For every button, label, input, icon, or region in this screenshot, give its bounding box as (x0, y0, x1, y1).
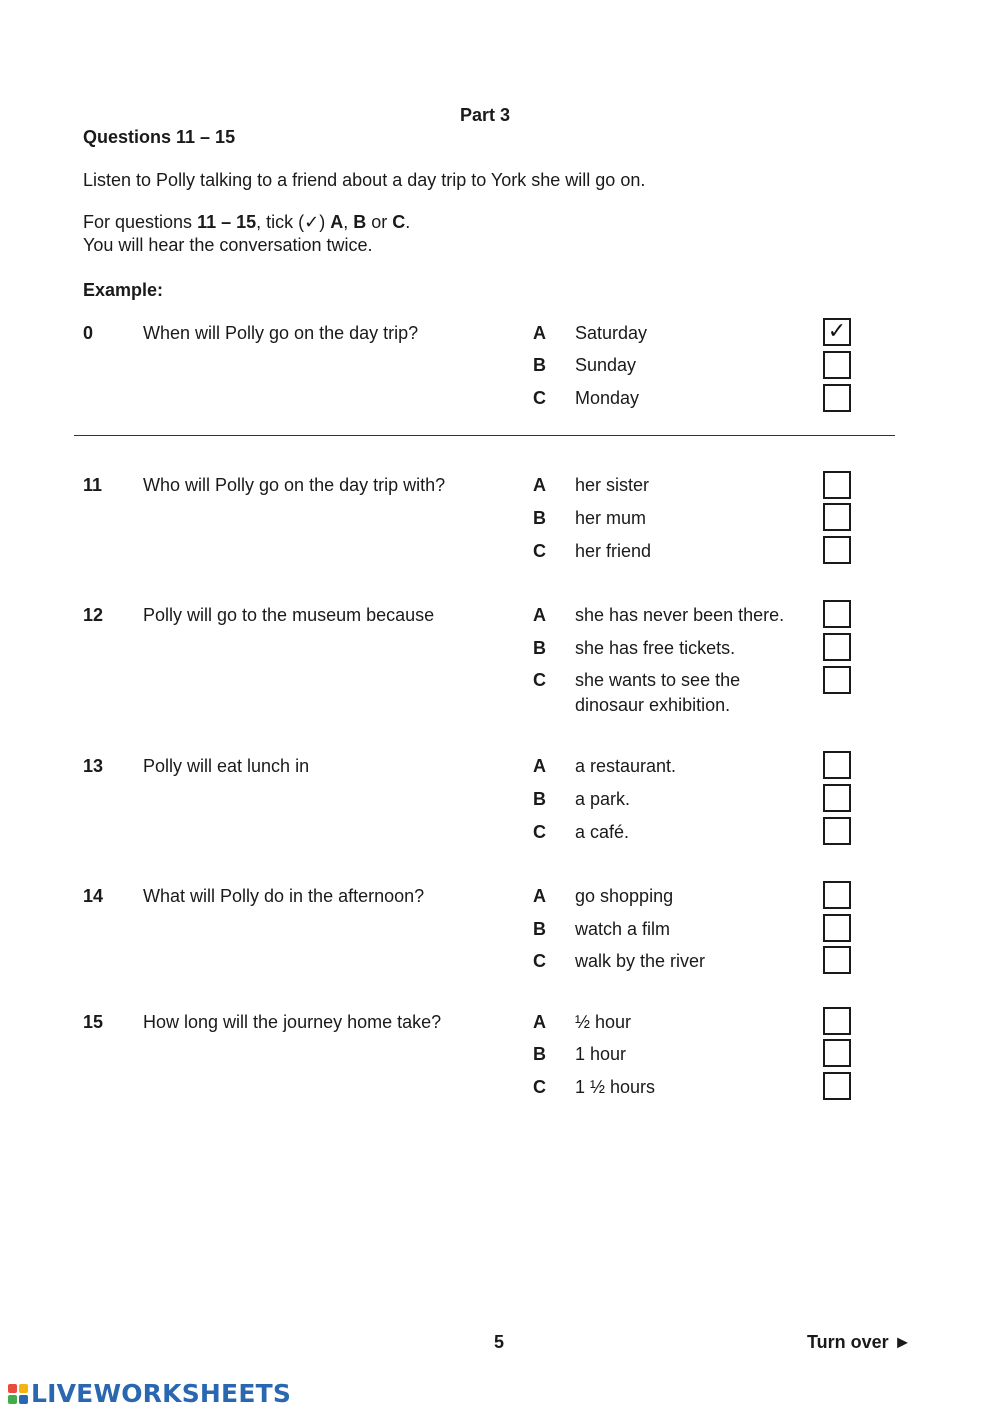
answer-checkbox[interactable] (823, 946, 851, 974)
answer-checkbox[interactable] (823, 1039, 851, 1067)
answer-checkbox[interactable] (823, 318, 851, 346)
option-letter: B (533, 508, 546, 528)
part-title: Part 3 (459, 105, 511, 125)
option-text: ½ hour (575, 1012, 632, 1032)
liveworksheets-logo (8, 1380, 291, 1408)
option-letter: B (533, 355, 546, 375)
answer-checkbox[interactable] (823, 914, 851, 942)
question-number: 0 (83, 323, 94, 343)
divider (74, 435, 895, 436)
answer-checkbox[interactable] (823, 784, 851, 812)
option-letter: A (533, 756, 546, 776)
example-label: Example: (83, 280, 164, 300)
answer-checkbox[interactable] (823, 817, 851, 845)
answer-checkbox[interactable] (823, 471, 851, 499)
answer-checkbox[interactable] (823, 633, 851, 661)
option-text: she has free tickets. (575, 638, 736, 658)
question-text: When will Polly go on the day trip? (143, 323, 419, 343)
answer-checkbox[interactable] (823, 1007, 851, 1035)
questions-header: Questions 11 – 15 (83, 127, 236, 147)
option-text: 1 ½ hours (575, 1077, 656, 1097)
answer-checkbox[interactable] (823, 666, 851, 694)
option-letter: B (533, 1044, 546, 1064)
option-letter: A (533, 605, 546, 625)
option-text-continued: dinosaur exhibition. (575, 695, 731, 715)
option-text: Sunday (575, 355, 637, 375)
question-number: 14 (83, 886, 104, 906)
instruction-twice: You will hear the conversation twice. (83, 235, 373, 255)
logo-text: LIVEWORKSHEETS (31, 1379, 292, 1408)
answer-checkbox[interactable] (823, 384, 851, 412)
answer-checkbox[interactable] (823, 1072, 851, 1100)
option-text: a restaurant. (575, 756, 677, 776)
question-text: What will Polly do in the afternoon? (143, 886, 425, 906)
answer-checkbox[interactable] (823, 503, 851, 531)
turn-over-label: Turn over ► (807, 1332, 912, 1352)
option-letter: C (533, 822, 546, 842)
option-letter: C (533, 670, 546, 690)
option-letter: A (533, 886, 546, 906)
option-text: her mum (575, 508, 647, 528)
option-letter: C (533, 1077, 546, 1097)
option-letter: C (533, 541, 546, 561)
option-text: go shopping (575, 886, 674, 906)
question-number: 13 (83, 756, 104, 776)
logo-grid-icon (8, 1384, 28, 1404)
question-number: 15 (83, 1012, 104, 1032)
answer-checkbox[interactable] (823, 351, 851, 379)
question-text: How long will the journey home take? (143, 1012, 442, 1032)
option-letter: A (533, 475, 546, 495)
option-text: 1 hour (575, 1044, 627, 1064)
option-letter: C (533, 951, 546, 971)
page-number: 5 (494, 1332, 505, 1352)
option-text: she wants to see the (575, 670, 741, 690)
answer-checkbox[interactable] (823, 881, 851, 909)
question-text: Polly will go to the museum because (143, 605, 435, 625)
tick-icon: ✓ (304, 212, 320, 233)
answer-checkbox[interactable] (823, 751, 851, 779)
option-text: walk by the river (575, 951, 706, 971)
instruction-tick: For questions 11 – 15, tick (✓) A, B or C. (83, 212, 411, 233)
option-text: a café. (575, 822, 630, 842)
answer-checkbox[interactable] (823, 600, 851, 628)
option-letter: B (533, 638, 546, 658)
question-number: 11 (83, 475, 103, 495)
instruction-intro: Listen to Polly talking to a friend about a day trip to York she will go on. (83, 170, 646, 190)
option-text: her sister (575, 475, 650, 495)
option-letter: B (533, 919, 546, 939)
check-mark-icon: ✓ (827, 319, 847, 344)
question-text: Who will Polly go on the day trip with? (143, 475, 446, 495)
answer-checkbox[interactable] (823, 536, 851, 564)
question-text: Polly will eat lunch in (143, 756, 310, 776)
option-letter: A (533, 1012, 546, 1032)
option-letter: B (533, 789, 546, 809)
question-number: 12 (83, 605, 104, 625)
option-letter: A (533, 323, 546, 343)
option-text: watch a film (575, 919, 671, 939)
option-text: Monday (575, 388, 640, 408)
option-text: she has never been there. (575, 605, 785, 625)
option-letter: C (533, 388, 546, 408)
option-text: a park. (575, 789, 631, 809)
option-text: Saturday (575, 323, 648, 343)
option-text: her friend (575, 541, 652, 561)
